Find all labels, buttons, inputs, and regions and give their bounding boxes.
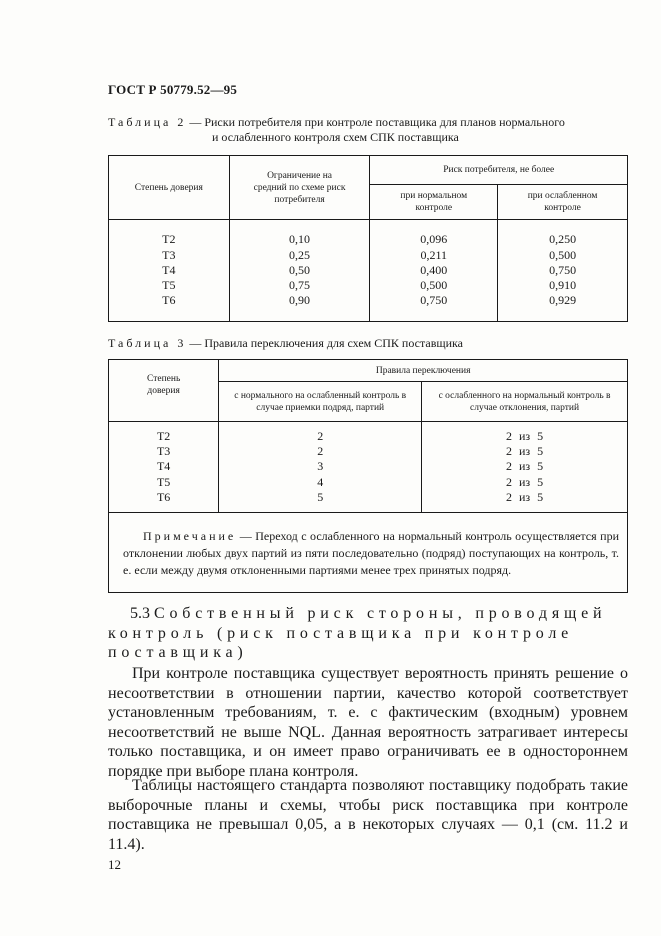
table-cell: 0,096 bbox=[420, 232, 448, 247]
table-cell: 0,25 bbox=[289, 247, 311, 262]
table-cell: Т2 bbox=[156, 428, 171, 443]
section-heading bbox=[108, 604, 628, 663]
table-cell: 2 из 5 bbox=[505, 428, 544, 443]
table-cell: 5 bbox=[317, 489, 324, 504]
section-number: 5.3 bbox=[130, 605, 154, 622]
table-cell: 0,500 bbox=[420, 278, 448, 293]
page-number: 12 bbox=[108, 857, 121, 872]
table2-label: Таблица 2 bbox=[108, 115, 187, 129]
table-cell: 0,400 bbox=[420, 262, 448, 277]
section-title: Собственный риск стороны, проводящей контроль (риск поставщика при контроле поставщика) bbox=[108, 605, 607, 661]
table2-header-consumer-risk: Риск потребителя, не более bbox=[370, 156, 628, 185]
table3-header-reduced-to-normal: с ослабленного на нормальный контроль в случае отклонения, партий bbox=[422, 382, 628, 422]
table-cell: 0,250 bbox=[549, 232, 577, 247]
document-header: ГОСТ Р 50779.52—95 bbox=[108, 82, 238, 97]
table-cell: Т4 bbox=[162, 262, 176, 277]
table3-note bbox=[109, 513, 628, 593]
table2-col-degree bbox=[109, 220, 230, 322]
table2-header-normal: при нормальном контроле bbox=[370, 185, 498, 220]
table-cell: 0,50 bbox=[289, 262, 311, 277]
table-cell: 2 bbox=[317, 444, 324, 459]
table-cell: 0,750 bbox=[549, 262, 577, 277]
table-cell: 0,211 bbox=[420, 247, 448, 262]
table3-caption bbox=[108, 336, 463, 351]
table-cell: 4 bbox=[317, 474, 324, 489]
table2-col-reduced bbox=[498, 220, 628, 322]
table-cell: 0,929 bbox=[549, 293, 577, 308]
table-cell: Т5 bbox=[162, 278, 176, 293]
table-cell: 2 из 5 bbox=[505, 489, 544, 504]
table-cell: 3 bbox=[317, 459, 324, 474]
table2-title-line2: и ослабленного контроля схем СПК поставщика bbox=[212, 130, 459, 144]
table-cell: 2 bbox=[317, 428, 324, 443]
table2 bbox=[108, 155, 628, 322]
table3-title: — Правила переключения для схем СПК поставщика bbox=[186, 336, 463, 350]
table2-col-limit bbox=[229, 220, 370, 322]
table-cell: 0,750 bbox=[420, 293, 448, 308]
table3-col-normal-to-reduced bbox=[219, 422, 422, 513]
table-cell: 0,90 bbox=[289, 293, 311, 308]
table3-header-normal-to-reduced: с нормального на ослабленный контроль в случае приемки подряд, партий bbox=[219, 382, 422, 422]
table2-title-line1: — Риски потребителя при контроле поставщика для планов нормального bbox=[186, 115, 565, 129]
table2-body bbox=[109, 220, 628, 322]
table3 bbox=[108, 359, 628, 593]
table-cell: 0,500 bbox=[549, 247, 577, 262]
table-cell: Т2 bbox=[162, 232, 176, 247]
table2-header-limit: Ограничение на средний по схеме риск потребителя bbox=[229, 156, 370, 220]
table-cell: 0,75 bbox=[289, 278, 311, 293]
table3-header-trust-degree: Степень доверия bbox=[109, 360, 219, 422]
table3-header-switching-rules: Правила переключения bbox=[219, 360, 628, 382]
table-cell: Т4 bbox=[156, 459, 171, 474]
note-label: Примечание bbox=[143, 529, 237, 543]
table-cell: Т3 bbox=[162, 247, 176, 262]
table3-body bbox=[109, 422, 628, 513]
table-cell: Т6 bbox=[156, 489, 171, 504]
table-cell: 0,910 bbox=[549, 278, 577, 293]
table2-header-reduced: при ослабленном контроле bbox=[498, 185, 628, 220]
table-cell: Т3 bbox=[156, 444, 171, 459]
table-cell: Т6 bbox=[162, 293, 176, 308]
table-cell: 2 из 5 bbox=[505, 444, 544, 459]
table3-col-degree bbox=[109, 422, 219, 513]
table-cell: 2 из 5 bbox=[505, 459, 544, 474]
table3-col-reduced-to-normal bbox=[422, 422, 628, 513]
table-cell: Т5 bbox=[156, 474, 171, 489]
table2-header-trust-degree: Степень доверия bbox=[109, 156, 230, 220]
paragraph-2: Таблицы настоящего стандарта позволяют поставщику подобрать такие выборочные планы и схемы, чтобы риск поставщика при контроле поставщика не превышал 0,05, а в некоторых случаях — 0,1 (см. 11.2 и 11.4). bbox=[108, 777, 628, 853]
table2-caption bbox=[108, 115, 633, 130]
table2-col-normal bbox=[370, 220, 498, 322]
table-cell: 2 из 5 bbox=[505, 474, 544, 489]
paragraph-1: При контроле поставщика существует вероятность принять решение о несоответствии в отношении партии, качество которой соответствует установленным требованиям, т. е. с фактическим (входным) уровнем несоответствий не выше NQL. Данная вероятность затрагивает интересы только поставщика, и он имеет право ограничивать ее в одностороннем порядке при выборе плана контроля. bbox=[108, 665, 628, 780]
table3-label: Таблица 3 bbox=[108, 336, 187, 350]
note-text: — Переход с ослабленного на нормальный контроль осуществляется при отклонении любых двух партий из пяти последовательно (подряд) поступающих на контроль, т. е. если между двумя отклоненными партиями менее трех принятых подряд. bbox=[123, 529, 619, 577]
table-cell: 0,10 bbox=[289, 232, 311, 247]
